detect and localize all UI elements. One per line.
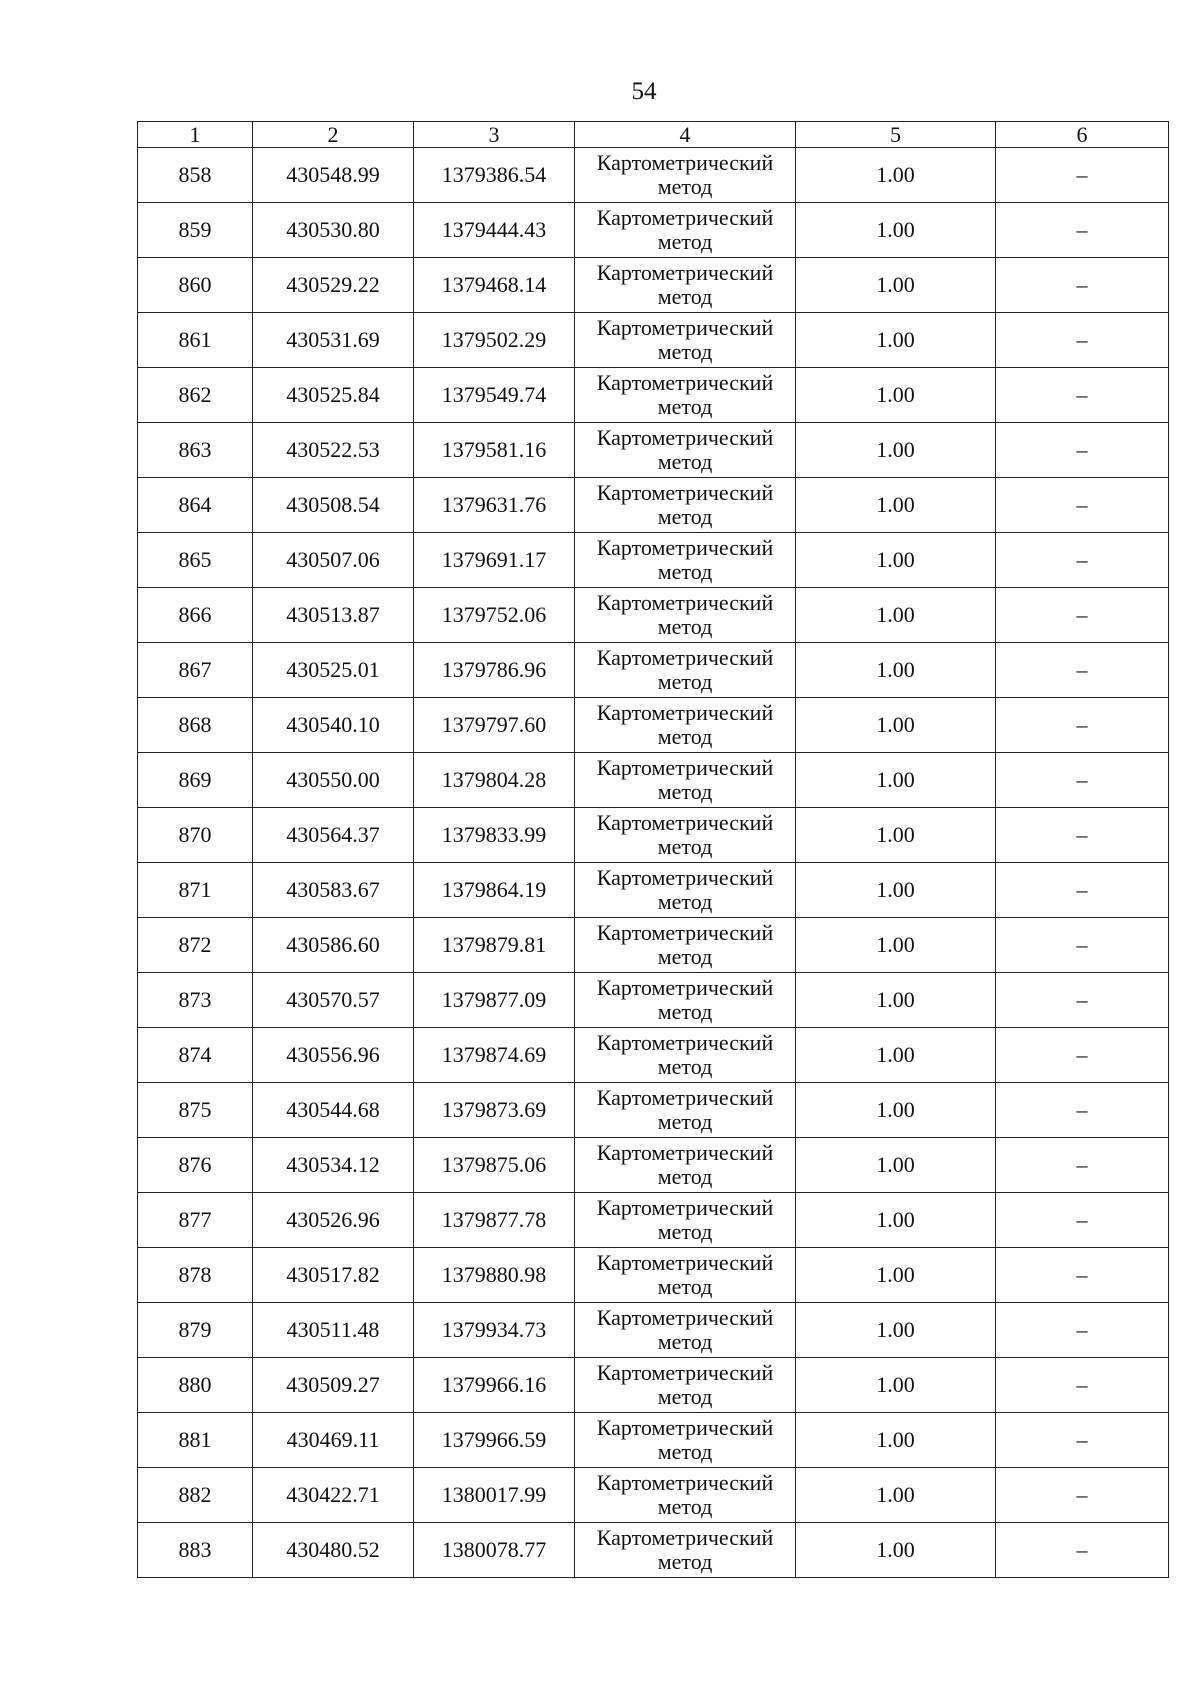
- precision-cell: 1.00: [796, 313, 996, 368]
- column-header: 2: [253, 122, 414, 148]
- note-cell: –: [996, 313, 1169, 368]
- point-number-cell: 872: [138, 918, 253, 973]
- method-label-line1: Картометрический: [596, 480, 774, 505]
- precision-cell: 1.00: [796, 258, 996, 313]
- x-coordinate-cell: 430570.57: [253, 973, 414, 1028]
- method-cell: [575, 478, 796, 533]
- method-label-line1: Картометрический: [596, 1140, 774, 1165]
- table-row: [138, 1303, 1169, 1358]
- precision-cell: 1.00: [796, 1413, 996, 1468]
- note-cell: –: [996, 1523, 1169, 1578]
- method-label-line2: метод: [657, 504, 713, 529]
- method-cell: [575, 1303, 796, 1358]
- y-coordinate-cell: 1379833.99: [414, 808, 575, 863]
- point-number-cell: 863: [138, 423, 253, 478]
- method-cell: [575, 1248, 796, 1303]
- x-coordinate-cell: 430556.96: [253, 1028, 414, 1083]
- x-coordinate-cell: 430513.87: [253, 588, 414, 643]
- method-cell: [575, 1523, 796, 1578]
- note-cell: –: [996, 643, 1169, 698]
- precision-cell: 1.00: [796, 863, 996, 918]
- y-coordinate-cell: 1379875.06: [414, 1138, 575, 1193]
- column-header: 1: [138, 122, 253, 148]
- x-coordinate-cell: 430540.10: [253, 698, 414, 753]
- point-number-cell: 881: [138, 1413, 253, 1468]
- note-cell: –: [996, 203, 1169, 258]
- x-coordinate-cell: 430544.68: [253, 1083, 414, 1138]
- note-cell: –: [996, 753, 1169, 808]
- y-coordinate-cell: 1379468.14: [414, 258, 575, 313]
- method-label-line2: метод: [657, 1274, 713, 1299]
- table-row: [138, 863, 1169, 918]
- precision-cell: 1.00: [796, 533, 996, 588]
- point-number-cell: 858: [138, 148, 253, 203]
- method-label-line1: Картометрический: [596, 315, 774, 340]
- precision-cell: 1.00: [796, 1303, 996, 1358]
- method-label-line1: Картометрический: [596, 1195, 774, 1220]
- note-cell: –: [996, 478, 1169, 533]
- note-cell: –: [996, 258, 1169, 313]
- table-row: [138, 533, 1169, 588]
- table-row: [138, 1028, 1169, 1083]
- precision-cell: 1.00: [796, 1138, 996, 1193]
- y-coordinate-cell: 1379879.81: [414, 918, 575, 973]
- x-coordinate-cell: 430480.52: [253, 1523, 414, 1578]
- precision-cell: 1.00: [796, 1468, 996, 1523]
- point-number-cell: 865: [138, 533, 253, 588]
- y-coordinate-cell: 1379502.29: [414, 313, 575, 368]
- y-coordinate-cell: 1379874.69: [414, 1028, 575, 1083]
- table-row: [138, 808, 1169, 863]
- point-number-cell: 870: [138, 808, 253, 863]
- y-coordinate-cell: 1379752.06: [414, 588, 575, 643]
- method-label-line1: Картометрический: [596, 590, 774, 615]
- note-cell: –: [996, 1083, 1169, 1138]
- note-cell: –: [996, 973, 1169, 1028]
- point-number-cell: 876: [138, 1138, 253, 1193]
- precision-cell: 1.00: [796, 753, 996, 808]
- y-coordinate-cell: 1379804.28: [414, 753, 575, 808]
- y-coordinate-cell: 1379581.16: [414, 423, 575, 478]
- x-coordinate-cell: 430583.67: [253, 863, 414, 918]
- method-label-line1: Картометрический: [596, 425, 774, 450]
- point-number-cell: 868: [138, 698, 253, 753]
- precision-cell: 1.00: [796, 1358, 996, 1413]
- table-row: [138, 973, 1169, 1028]
- table-row: [138, 1083, 1169, 1138]
- point-number-cell: 873: [138, 973, 253, 1028]
- method-label-line2: метод: [657, 614, 713, 639]
- method-label-line1: Картометрический: [596, 1030, 774, 1055]
- x-coordinate-cell: 430526.96: [253, 1193, 414, 1248]
- method-label-line2: метод: [657, 999, 713, 1024]
- point-number-cell: 874: [138, 1028, 253, 1083]
- note-cell: –: [996, 918, 1169, 973]
- method-cell: [575, 1413, 796, 1468]
- method-cell: [575, 1193, 796, 1248]
- y-coordinate-cell: 1379880.98: [414, 1248, 575, 1303]
- method-label-line1: Картометрический: [596, 1415, 774, 1440]
- y-coordinate-cell: 1379877.78: [414, 1193, 575, 1248]
- table-row: [138, 1193, 1169, 1248]
- precision-cell: 1.00: [796, 808, 996, 863]
- point-number-cell: 879: [138, 1303, 253, 1358]
- x-coordinate-cell: 430508.54: [253, 478, 414, 533]
- x-coordinate-cell: 430511.48: [253, 1303, 414, 1358]
- method-cell: [575, 698, 796, 753]
- precision-cell: 1.00: [796, 1193, 996, 1248]
- point-number-cell: 877: [138, 1193, 253, 1248]
- precision-cell: 1.00: [796, 1083, 996, 1138]
- method-cell: [575, 753, 796, 808]
- method-label-line1: Картометрический: [596, 810, 774, 835]
- y-coordinate-cell: 1379877.09: [414, 973, 575, 1028]
- method-label-line2: метод: [657, 1549, 713, 1574]
- table-row: [138, 313, 1169, 368]
- precision-cell: 1.00: [796, 423, 996, 478]
- method-label-line2: метод: [657, 834, 713, 859]
- method-label-line2: метод: [657, 724, 713, 749]
- precision-cell: 1.00: [796, 588, 996, 643]
- page-number: 54: [631, 78, 657, 105]
- y-coordinate-cell: 1379797.60: [414, 698, 575, 753]
- table-row: [138, 643, 1169, 698]
- method-label-line1: Картометрический: [596, 370, 774, 395]
- point-number-cell: 867: [138, 643, 253, 698]
- precision-cell: 1.00: [796, 478, 996, 533]
- x-coordinate-cell: 430534.12: [253, 1138, 414, 1193]
- method-label-line2: метод: [657, 944, 713, 969]
- method-cell: [575, 203, 796, 258]
- method-label-line2: метод: [657, 1329, 713, 1354]
- point-number-cell: 882: [138, 1468, 253, 1523]
- point-number-cell: 862: [138, 368, 253, 423]
- table-row: [138, 1248, 1169, 1303]
- method-label-line2: метод: [657, 339, 713, 364]
- point-number-cell: 860: [138, 258, 253, 313]
- precision-cell: 1.00: [796, 1248, 996, 1303]
- table-header-row: [138, 122, 1169, 148]
- method-label-line2: метод: [657, 669, 713, 694]
- method-cell: [575, 863, 796, 918]
- method-label-line2: метод: [657, 449, 713, 474]
- y-coordinate-cell: 1379864.19: [414, 863, 575, 918]
- method-label-line1: Картометрический: [596, 645, 774, 670]
- method-cell: [575, 313, 796, 368]
- table-row: [138, 753, 1169, 808]
- note-cell: –: [996, 1358, 1169, 1413]
- method-cell: [575, 423, 796, 478]
- method-label-line1: Картометрический: [596, 1470, 774, 1495]
- y-coordinate-cell: 1379786.96: [414, 643, 575, 698]
- x-coordinate-cell: 430525.01: [253, 643, 414, 698]
- y-coordinate-cell: 1380017.99: [414, 1468, 575, 1523]
- method-cell: [575, 1028, 796, 1083]
- precision-cell: 1.00: [796, 148, 996, 203]
- table-row: [138, 203, 1169, 258]
- x-coordinate-cell: 430529.22: [253, 258, 414, 313]
- point-number-cell: 880: [138, 1358, 253, 1413]
- point-number-cell: 875: [138, 1083, 253, 1138]
- method-cell: [575, 643, 796, 698]
- column-header: 6: [996, 122, 1169, 148]
- method-label-line1: Картометрический: [596, 535, 774, 560]
- method-label-line2: метод: [657, 1384, 713, 1409]
- method-label-line2: метод: [657, 1109, 713, 1134]
- method-cell: [575, 1468, 796, 1523]
- method-label-line1: Картометрический: [596, 1360, 774, 1385]
- x-coordinate-cell: 430509.27: [253, 1358, 414, 1413]
- y-coordinate-cell: 1379691.17: [414, 533, 575, 588]
- table-row: [138, 258, 1169, 313]
- note-cell: –: [996, 423, 1169, 478]
- x-coordinate-cell: 430522.53: [253, 423, 414, 478]
- coordinates-table: [137, 121, 1169, 1578]
- method-label-line2: метод: [657, 1219, 713, 1244]
- method-label-line1: Картометрический: [596, 1305, 774, 1330]
- method-label-line2: метод: [657, 229, 713, 254]
- method-label-line2: метод: [657, 174, 713, 199]
- y-coordinate-cell: 1379966.59: [414, 1413, 575, 1468]
- method-label-line1: Картометрический: [596, 975, 774, 1000]
- point-number-cell: 866: [138, 588, 253, 643]
- method-cell: [575, 588, 796, 643]
- method-label-line1: Картометрический: [596, 920, 774, 945]
- table-row: [138, 423, 1169, 478]
- precision-cell: 1.00: [796, 698, 996, 753]
- method-label-line2: метод: [657, 1494, 713, 1519]
- method-cell: [575, 148, 796, 203]
- table-row: [138, 918, 1169, 973]
- note-cell: –: [996, 368, 1169, 423]
- x-coordinate-cell: 430507.06: [253, 533, 414, 588]
- point-number-cell: 883: [138, 1523, 253, 1578]
- method-label-line2: метод: [657, 779, 713, 804]
- point-number-cell: 864: [138, 478, 253, 533]
- x-coordinate-cell: 430469.11: [253, 1413, 414, 1468]
- table-row: [138, 588, 1169, 643]
- method-label-line1: Картометрический: [596, 1250, 774, 1275]
- table-row: [138, 1523, 1169, 1578]
- method-cell: [575, 973, 796, 1028]
- note-cell: –: [996, 698, 1169, 753]
- note-cell: –: [996, 808, 1169, 863]
- x-coordinate-cell: 430517.82: [253, 1248, 414, 1303]
- x-coordinate-cell: 430531.69: [253, 313, 414, 368]
- x-coordinate-cell: 430548.99: [253, 148, 414, 203]
- precision-cell: 1.00: [796, 368, 996, 423]
- point-number-cell: 861: [138, 313, 253, 368]
- x-coordinate-cell: 430530.80: [253, 203, 414, 258]
- table-row: [138, 478, 1169, 533]
- method-cell: [575, 918, 796, 973]
- y-coordinate-cell: 1379549.74: [414, 368, 575, 423]
- method-cell: [575, 1358, 796, 1413]
- note-cell: –: [996, 1303, 1169, 1358]
- precision-cell: 1.00: [796, 203, 996, 258]
- point-number-cell: 871: [138, 863, 253, 918]
- method-label-line1: Картометрический: [596, 1525, 774, 1550]
- precision-cell: 1.00: [796, 1028, 996, 1083]
- method-label-line1: Картометрический: [596, 865, 774, 890]
- method-label-line2: метод: [657, 1439, 713, 1464]
- table-row: [138, 148, 1169, 203]
- x-coordinate-cell: 430525.84: [253, 368, 414, 423]
- note-cell: –: [996, 588, 1169, 643]
- note-cell: –: [996, 1248, 1169, 1303]
- precision-cell: 1.00: [796, 643, 996, 698]
- table-row: [138, 698, 1169, 753]
- note-cell: –: [996, 148, 1169, 203]
- x-coordinate-cell: 430422.71: [253, 1468, 414, 1523]
- y-coordinate-cell: 1380078.77: [414, 1523, 575, 1578]
- x-coordinate-cell: 430564.37: [253, 808, 414, 863]
- y-coordinate-cell: 1379386.54: [414, 148, 575, 203]
- table-row: [138, 1468, 1169, 1523]
- method-label-line1: Картометрический: [596, 260, 774, 285]
- point-number-cell: 859: [138, 203, 253, 258]
- table-row: [138, 1413, 1169, 1468]
- method-label-line2: метод: [657, 559, 713, 584]
- table-row: [138, 1138, 1169, 1193]
- method-cell: [575, 1138, 796, 1193]
- y-coordinate-cell: 1379934.73: [414, 1303, 575, 1358]
- table-row: [138, 1358, 1169, 1413]
- precision-cell: 1.00: [796, 918, 996, 973]
- method-label-line2: метод: [657, 889, 713, 914]
- precision-cell: 1.00: [796, 973, 996, 1028]
- point-number-cell: 869: [138, 753, 253, 808]
- note-cell: –: [996, 1193, 1169, 1248]
- method-label-line2: метод: [657, 284, 713, 309]
- y-coordinate-cell: 1379873.69: [414, 1083, 575, 1138]
- point-number-cell: 878: [138, 1248, 253, 1303]
- method-cell: [575, 808, 796, 863]
- note-cell: –: [996, 533, 1169, 588]
- table-row: [138, 368, 1169, 423]
- method-label-line1: Картометрический: [596, 205, 774, 230]
- method-label-line2: метод: [657, 394, 713, 419]
- y-coordinate-cell: 1379444.43: [414, 203, 575, 258]
- method-label-line2: метод: [657, 1054, 713, 1079]
- method-cell: [575, 1083, 796, 1138]
- column-header: 5: [796, 122, 996, 148]
- method-cell: [575, 368, 796, 423]
- y-coordinate-cell: 1379631.76: [414, 478, 575, 533]
- note-cell: –: [996, 1028, 1169, 1083]
- precision-cell: 1.00: [796, 1523, 996, 1578]
- note-cell: –: [996, 1138, 1169, 1193]
- column-header: 3: [414, 122, 575, 148]
- x-coordinate-cell: 430550.00: [253, 753, 414, 808]
- method-cell: [575, 258, 796, 313]
- column-header: 4: [575, 122, 796, 148]
- note-cell: –: [996, 863, 1169, 918]
- method-label-line1: Картометрический: [596, 755, 774, 780]
- note-cell: –: [996, 1468, 1169, 1523]
- x-coordinate-cell: 430586.60: [253, 918, 414, 973]
- method-label-line1: Картометрический: [596, 700, 774, 725]
- note-cell: –: [996, 1413, 1169, 1468]
- y-coordinate-cell: 1379966.16: [414, 1358, 575, 1413]
- method-label-line2: метод: [657, 1164, 713, 1189]
- method-label-line1: Картометрический: [596, 1085, 774, 1110]
- method-label-line1: Картометрический: [596, 150, 774, 175]
- method-cell: [575, 533, 796, 588]
